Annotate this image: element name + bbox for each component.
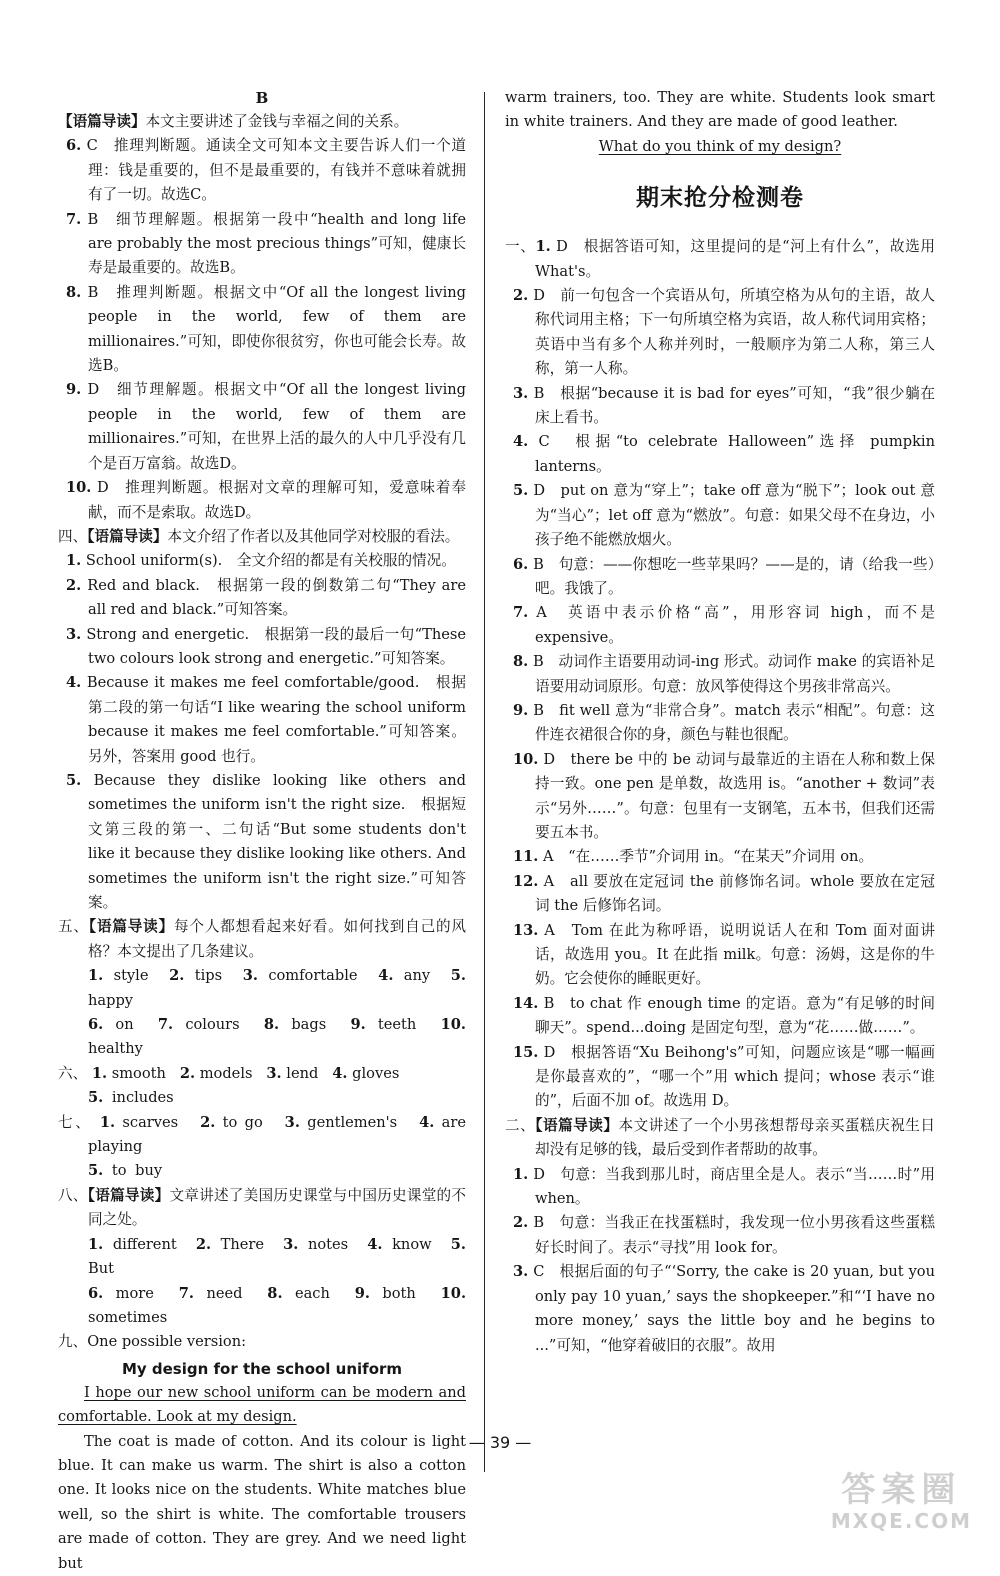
answer-row: 6. more 7. need 8. each 9. both 10. sometimes <box>88 1284 467 1326</box>
list-item: 10. D there be 中的 be 动词与最靠近的主语在人称和数上保持一致。one pen 是单数，故选用 is。“another + 数词”表示“另外……”。句意：包里有一支钢笔，五本书，但我们还需要五本书。 <box>513 750 935 841</box>
right-column <box>505 86 935 1358</box>
left-column <box>58 86 466 1576</box>
list-item: 15. D 根据答语“Xu Beihong's”可知，问题应该是“哪一幅画是你最喜欢的”，“哪一个”用 which 提问；whose 表示“谁的”，后面不加 of。故选用 D。 <box>513 1043 936 1110</box>
list-item: 2. D 前一句包含一个宾语从句，所填空格为从句的主语，故人称代词用主格；下一句所填空格为宾语，故人称代词用宾格；英语中当有多个人称并列时，一般顺序为第二人称，第三人称，第一人称。 <box>513 287 935 378</box>
answer-row: 5. includes <box>88 1089 174 1107</box>
list-item: 7. B 细节理解题。根据第一段中“health and long life are probably the most precious things”可知，健康长寿是最重要的。故选B。 <box>66 210 467 277</box>
section-9-label: 九、One possible version: <box>58 1333 247 1351</box>
list-item: 4. C 根据“to celebrate Halloween”选择 pumpkin lanterns。 <box>513 433 935 475</box>
column-divider <box>484 92 485 1472</box>
section-4-guide: 四、【语篇导读】本文介绍了作者以及其他同学对校服的看法。 <box>58 527 460 545</box>
section-7-answers: 七、 1. scarves 2. to go 3. gentlemen's 4. are playing <box>58 1113 466 1156</box>
answer-row: 1. style 2. tips 3. comfortable 4. any 5. happy <box>88 967 467 1009</box>
list-item: 3. B 根据“because it is bad for eyes”可知，“我”很少躺在床上看书。 <box>513 384 936 427</box>
section-b-heading: B <box>255 89 269 107</box>
list-item: 6. B 句意：——你想吃一些苹果吗？——是的，请（给我一些）吧。我饿了。 <box>513 555 935 597</box>
part-2-guide: 二、【语篇导读】本文讲述了一个小男孩想帮母亲买蛋糕庆祝生日却没有足够的钱，最后受到作者帮助的故事。 <box>505 1116 935 1159</box>
guide-text: 本文主要讲述了金钱与幸福之间的关系。 <box>145 113 409 130</box>
list-item: 9. D 细节理解题。根据文中“Of all the longest living people in the world, few of them are millionaires.”可知，在世界上活的最久的人中几乎没有几个是百万富翁。故选D。 <box>66 381 466 472</box>
list-item: 8. B 推理判断题。根据文中“Of all the longest living people in the world, few of them are millionaires.”可知，即使你很贫穷，你也可能会长寿。故选B。 <box>66 283 467 375</box>
list-item: 9. B fit well 意为“非常合身”。match 表示“相配”。句意：这件连衣裙很合你的身，颜色与鞋也很配。 <box>513 701 936 744</box>
section-b-guide <box>58 110 466 134</box>
section-6-answers: 六、 1. smooth 2. models 3. lend 4. gloves <box>58 1064 400 1082</box>
answer-row: 5. to buy <box>88 1162 163 1180</box>
guide-tag: 【语篇导读】 <box>58 113 146 130</box>
essay-intro: I hope our new school uniform can be modern and comfortable. Look at my design. <box>58 1383 466 1426</box>
section-b-answers <box>58 134 466 525</box>
page-number: — 39 — <box>468 1433 532 1452</box>
list-item: 1. D 句意：当我到那儿时，商店里全是人。表示“当……时”用 when。 <box>513 1165 936 1208</box>
answer-row: 6. on 7. colours 8. bags 9. teeth 10. healthy <box>88 1016 467 1058</box>
answer-row: 1. different 2. There 3. notes 4. know 5. But <box>88 1235 466 1278</box>
list-item: 3. Strong and energetic. 根据第一段的最后一句“These two colours look strong and energetic.”可知答案。 <box>66 625 467 667</box>
essay-title: My design for the school uniform <box>121 1359 403 1378</box>
list-item: 6. C 推理判断题。通读全文可知本文主要告诉人们一个道理：钱是重要的，但不是最重要的，有钱并不意味着就拥有了一切。故选C。 <box>66 137 466 204</box>
exam-title: 期末抢分检测卷 <box>636 185 804 212</box>
watermark-logo <box>831 1470 972 1532</box>
list-item: 14. B to chat 作 enough time 的定语。意为“有足够的时间聊天”。spend...doing 是固定句型，意为“花……做……”。 <box>513 994 935 1037</box>
list-item: 10. D 推理判断题。根据对文章的理解可知，爱意味着奉献，而不是索取。故选D。 <box>66 479 467 521</box>
list-item: 12. A all 要放在定冠词 the 前修饰名词。whole 要放在定冠词 the 后修饰名词。 <box>513 872 936 915</box>
list-item: 11. A “在……季节”介词用 in。“在某天”介词用 on。 <box>513 848 874 866</box>
section-5-guide: 五、【语篇导读】每个人都想看起来好看。如何找到自己的风格？本文提出了几条建议。 <box>58 918 466 960</box>
list-item: 1. School uniform(s). 全文介绍的都是有关校服的情况。 <box>66 552 456 570</box>
list-item: 8. B 动词作主语要用动词-ing 形式。动词作 make 的宾语补足语要用动词原形。句意：放风筝使得这个男孩非常高兴。 <box>513 653 935 695</box>
list-item: 5. D put on 意为“穿上”；take off 意为“脱下”；look out 意为“当心”；let off 意为“燃放”。句意：如果父母不在身边，小孩子绝不能燃放烟火。 <box>513 482 935 549</box>
watermark-line1: 答案圈 <box>841 1470 962 1510</box>
list-item: 4. Because it makes me feel comfortable/good. 根据第二段的第一句话“I like wearing the school uniform because it makes me feel comfortable.”可知答案。另外，答案用 good 也行。 <box>66 674 467 765</box>
list-item: 3. C 根据后面的句子“‘Sorry, the cake is 20 yuan, but you only pay 10 yuan,’ says the shopkeeper.”和“‘I have no more money,’ says the little boy and he begins to ...”可知，“他穿着破旧的衣服”。故用 <box>513 1263 935 1354</box>
essay-closing: What do you think of my design? <box>598 137 842 155</box>
list-item: 5. Because they dislike looking like others and sometimes the uniform isn't the right size. 根据短文第三段的第一、二句话“But some students don't like it because they dislike looking like others. And sometimes the uniform isn't the right size.”可知答案。 <box>66 771 467 911</box>
essay-body: The coat is made of cotton. And its colour is light blue. It can make us warm. The shirt is also a cotton one. It looks nice on the students. White matches blue well, so the shirt is white. The comfortable trousers are made of cotton. They are grey. And we need light but <box>58 1432 466 1572</box>
watermark-line2: MXQE.COM <box>830 1509 972 1533</box>
list-item: 2. Red and black. 根据第一段的倒数第二句“They are all red and black.”可知答案。 <box>66 576 467 619</box>
part-1-first: 一、1. D 根据答语可知，这里提问的是“河上有什么”，故选用 What's。 <box>505 238 936 280</box>
essay-continuation: warm trainers, too. They are white. Students look smart in white trainers. And they are made of good leather. <box>505 89 935 131</box>
list-item: 2. B 句意：当我正在找蛋糕时，我发现一位小男孩看这些蛋糕好长时间了。表示“寻找”用 look for。 <box>513 1214 936 1256</box>
list-item: 13. A Tom 在此为称呼语，说明说话人在和 Tom 面对面讲话，故选用 you。It 在此指 milk。句意：汤姆，这是你的牛奶。它会使你的睡眠更好。 <box>513 921 935 988</box>
list-item: 7. A 英语中表示价格“高”，用形容词 high，而不是 expensive。 <box>513 604 935 646</box>
section-8-guide: 八、【语篇导读】文章讲述了美国历史课堂与中国历史课堂的不同之处。 <box>58 1186 466 1229</box>
